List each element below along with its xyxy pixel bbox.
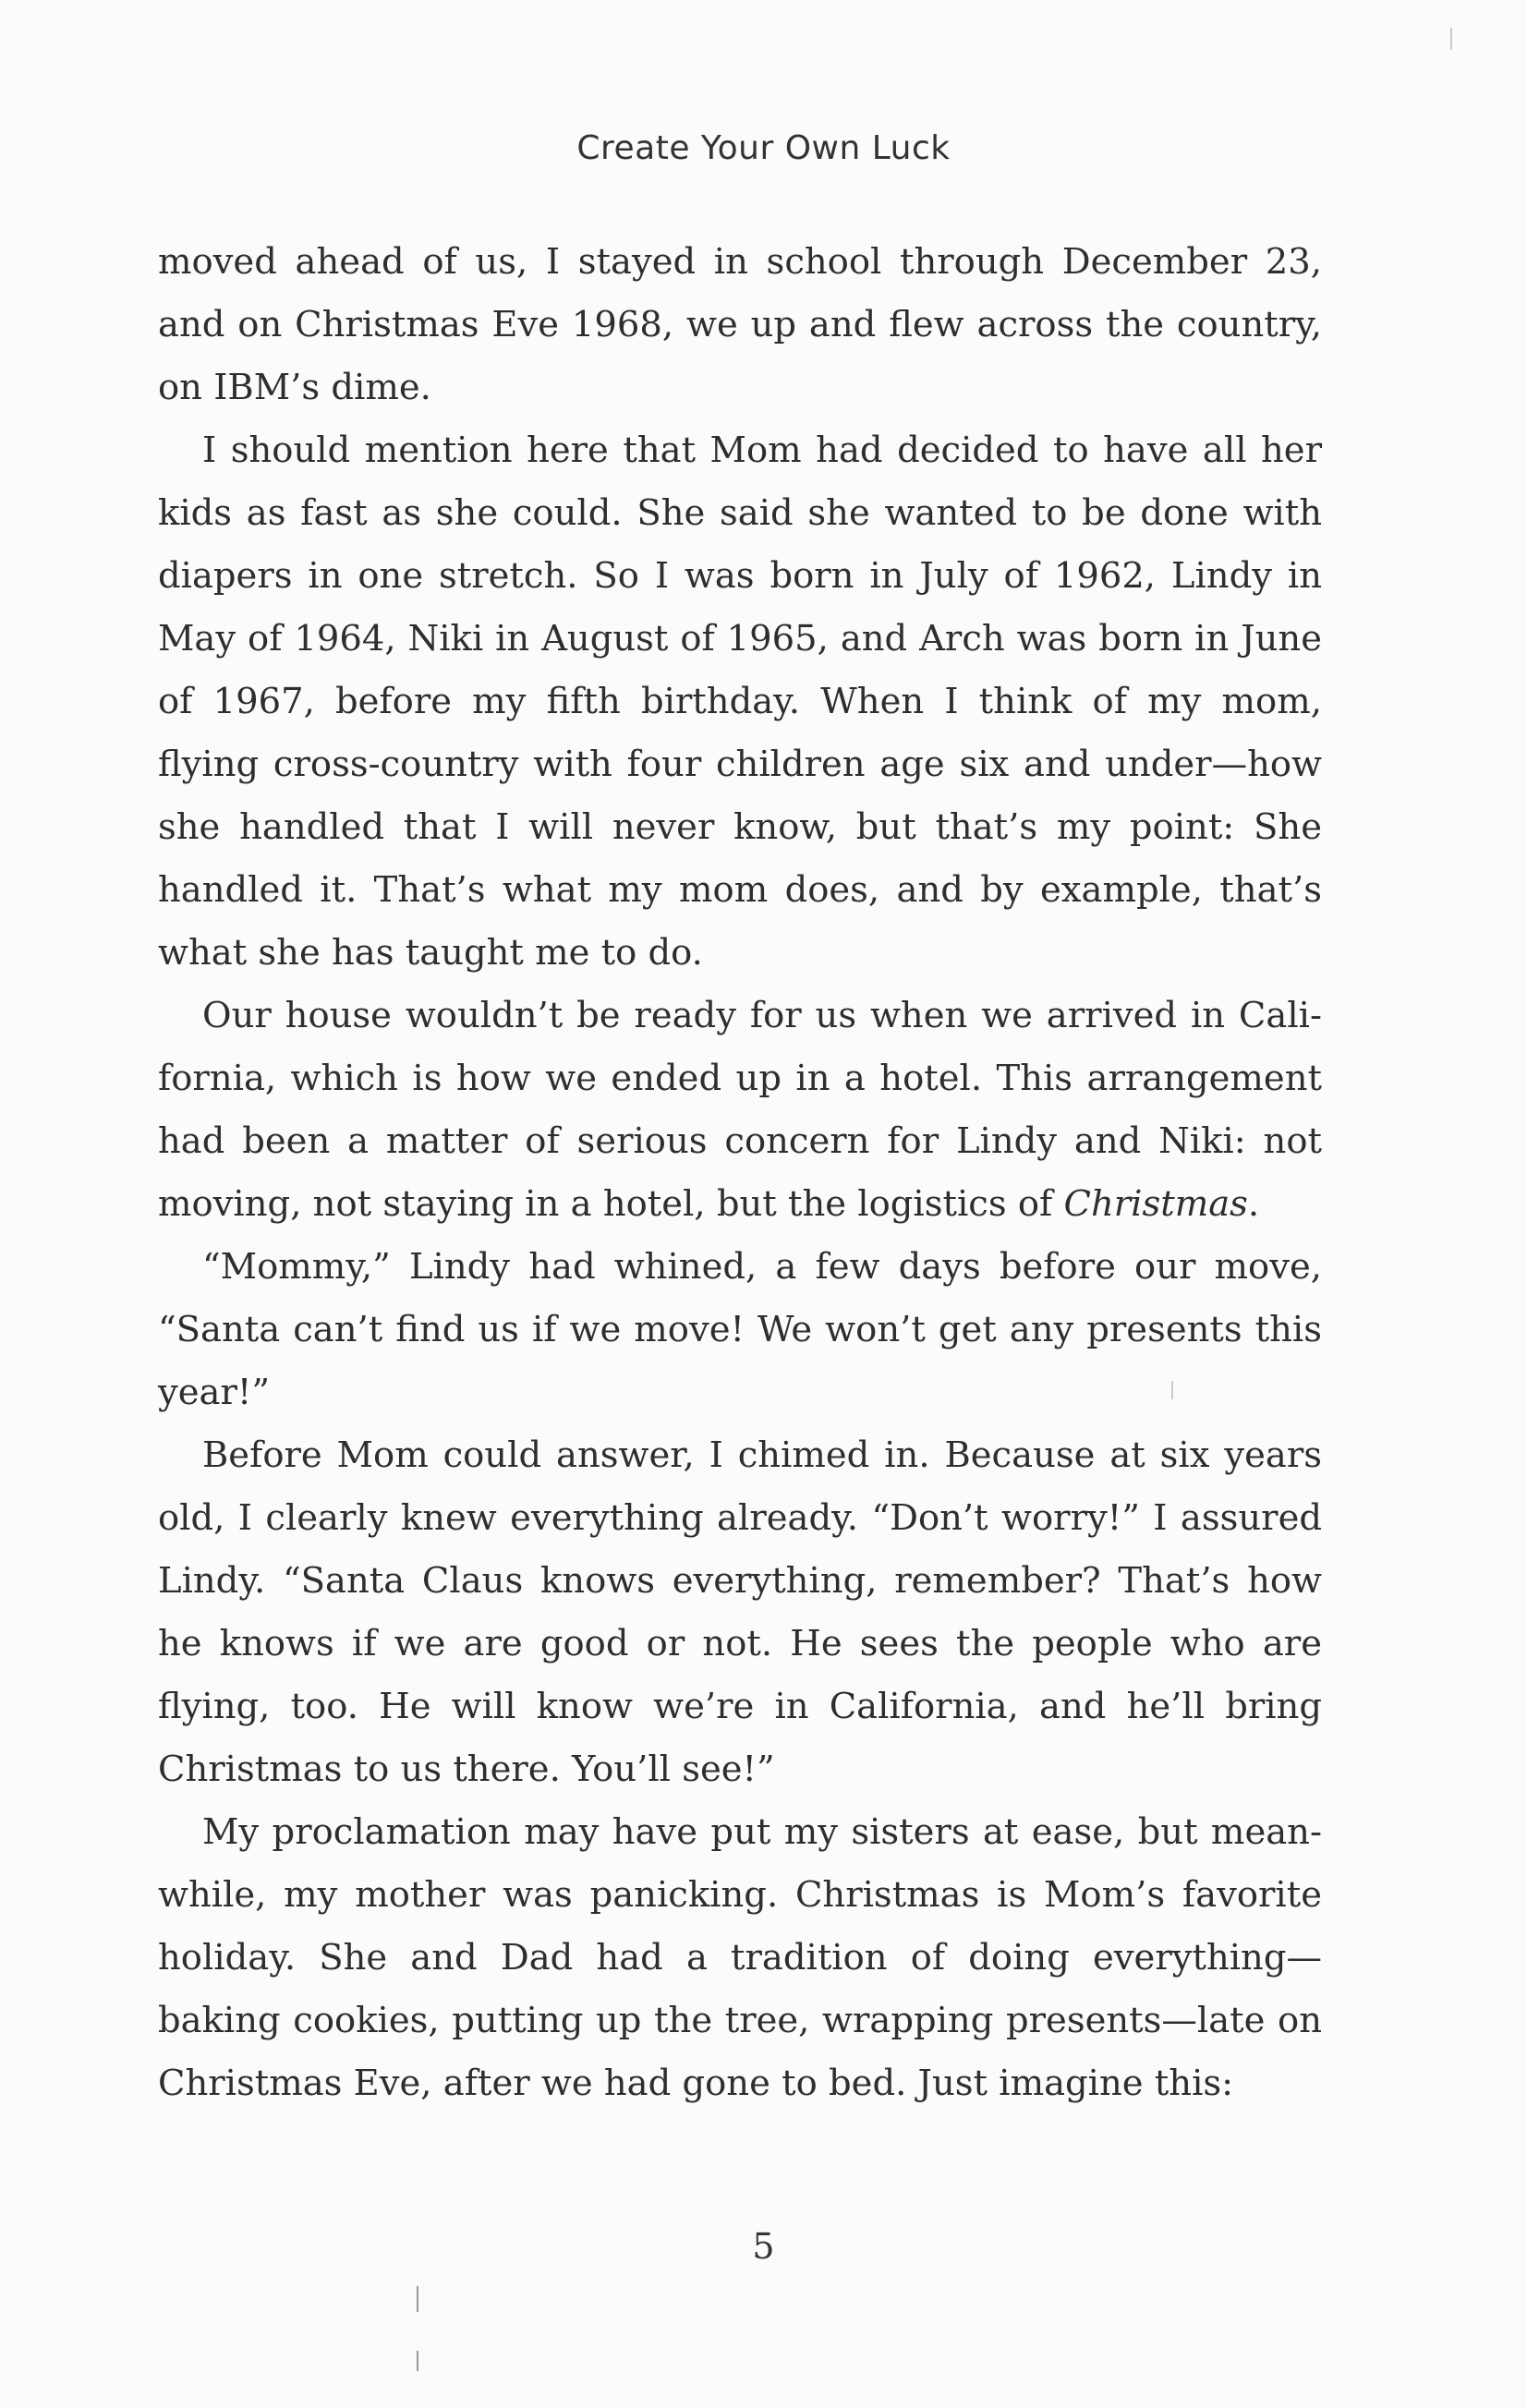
paragraph-1: moved ahead of us, I stayed in school through December 23, and on Christmas Eve 1968, we up and flew across the country, on IBM’s dime. xyxy=(158,241,1322,408)
paragraph-2: I should mention here that Mom had decided to have all her kids as fast as she could. She said she wanted to be done with diapers in one stretch. So I was born in July of 1962, Lindy in May of 1964, Niki in August of 1965, and Arch was born in June of 1967, before my fifth birthday. When I think of my mom, flying cross-country with four children age six and under—how she handled that I will never know, but that’s my point: She handled it. That’s what my mom does, and by example, that’s what she has taught me to do. xyxy=(158,430,1322,974)
scan-mark xyxy=(1450,28,1452,50)
paragraph-4: “Mommy,” Lindy had whined, a few days before our move, “Santa can’t find us if we move! We won’t get any presents this year!” xyxy=(158,1246,1322,1413)
scan-mark xyxy=(417,2286,418,2312)
page-number: 5 xyxy=(752,2226,775,2267)
paragraph-3-text: Our house wouldn’t be ready for us when we arrived in California, which is how we ended up in a hotel. This arrangement had been a matter of serious concern for Lindy and Niki: not moving, not staying in a hotel, but the logistics of xyxy=(158,995,1322,1225)
paragraph-3 xyxy=(158,985,1322,1236)
paragraph-5: Before Mom could answer, I chimed in. Because at six years old, I clearly knew everything already. “Don’t worry!” I assured Lindy. “Santa Claus knows everything, remember? That’s how he knows if we are good or not. He sees the people who are flying, too. He will know we’re in California, and he’ll bring Christmas to us there. You’ll see!” xyxy=(158,1434,1322,1790)
paragraph-3-end: . xyxy=(1247,1183,1260,1225)
paragraph-6: My proclamation may have put my sisters at ease, but meanwhile, my mother was panicking. Christmas is Mom’s favorite holiday. She and Dad had a tradition of doing everything—baking cookies, putting up the tree, wrapping presents—late on Christmas Eve, after we had gone to bed. Just imagine this: xyxy=(158,1811,1322,2104)
scan-mark xyxy=(417,2351,418,2371)
paragraph-3-italic: Christmas xyxy=(1063,1183,1248,1225)
body-text xyxy=(158,231,1322,2115)
running-head: Create Your Own Luck xyxy=(576,129,951,167)
scan-mark xyxy=(1171,1381,1173,1399)
